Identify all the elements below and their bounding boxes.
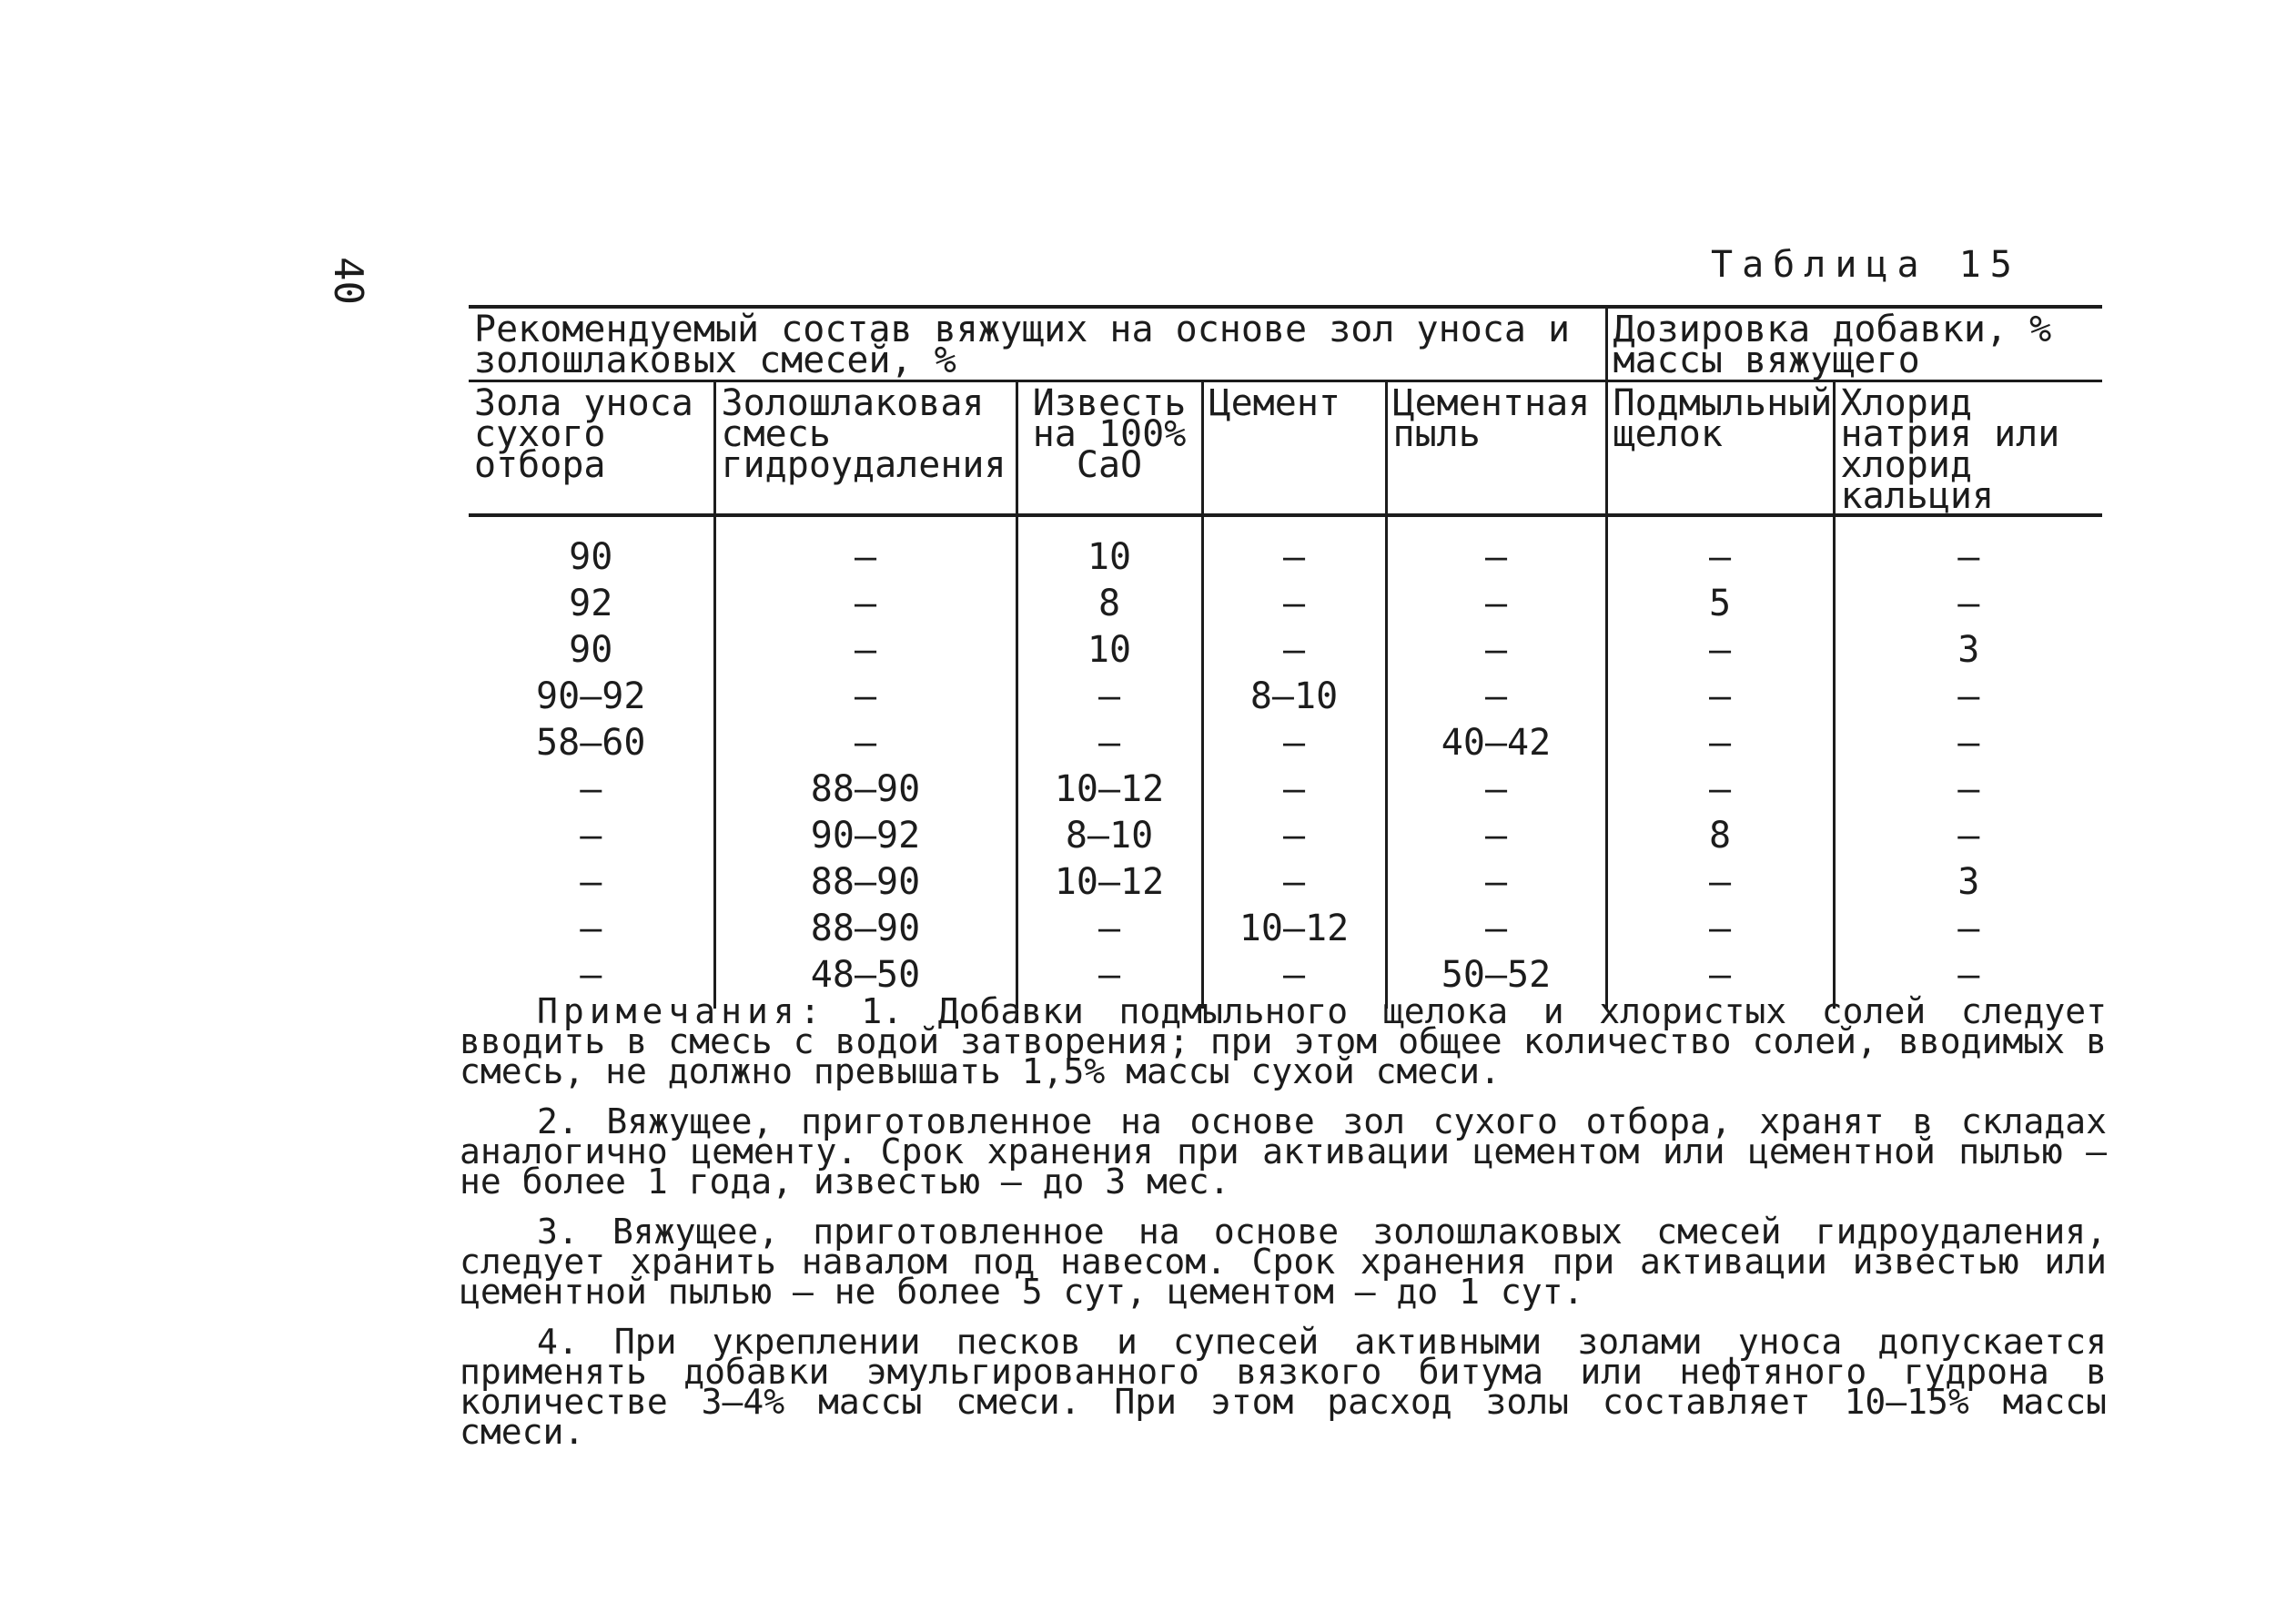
- col-header-chloride: Хлорид натрия или хлорид кальция: [1834, 381, 2102, 516]
- cell-ash-slag-mix: –: [714, 673, 1017, 719]
- cell-lime: 10: [1017, 626, 1202, 673]
- cell-fly-ash: 58–60: [536, 721, 646, 764]
- cell-cement-dust: –: [1386, 673, 1606, 719]
- cell-cement-dust: –: [1386, 766, 1606, 812]
- cell-cement: –: [1202, 858, 1386, 905]
- table-row: [469, 626, 2102, 673]
- cell-ash-slag-mix: 88–90: [714, 905, 1017, 951]
- cell-fly-ash: –: [580, 953, 602, 996]
- cell-cement-dust: 50–52: [1386, 951, 1606, 1009]
- col-header-ash-slag-mix: Золошлаковая смесь гидроудаления: [714, 381, 1017, 516]
- page-number: 40: [325, 257, 371, 305]
- cell-ash-slag-mix: –: [714, 626, 1017, 673]
- cell-cement-dust: –: [1386, 812, 1606, 858]
- cell-cement-dust: –: [1386, 580, 1606, 626]
- cell-chloride: –: [1834, 905, 2102, 951]
- cell-cement-dust: –: [1386, 626, 1606, 673]
- cell-cement: –: [1202, 626, 1386, 673]
- cell-chloride: –: [1834, 515, 2102, 580]
- cell-soap-lye: –: [1606, 905, 1834, 951]
- note-1: [460, 991, 2107, 1091]
- cell-fly-ash: 90: [569, 535, 613, 578]
- cell-soap-lye: 5: [1606, 580, 1834, 626]
- cell-cement-dust: –: [1386, 905, 1606, 951]
- table-row: [469, 858, 2102, 905]
- cell-lime: 10–12: [1017, 858, 1202, 905]
- cell-chloride: –: [1834, 673, 2102, 719]
- cell-ash-slag-mix: 48–50: [714, 951, 1017, 1009]
- cell-cement-dust: 40–42: [1386, 719, 1606, 766]
- cell-fly-ash: 92: [569, 582, 613, 624]
- cell-chloride: –: [1834, 766, 2102, 812]
- cell-cement: –: [1202, 719, 1386, 766]
- cell-chloride: –: [1834, 580, 2102, 626]
- cell-chloride: –: [1834, 812, 2102, 858]
- cell-lime: –: [1017, 951, 1202, 1009]
- cell-cement: –: [1202, 515, 1386, 580]
- cell-cement: 10–12: [1202, 905, 1386, 951]
- table-row: [469, 812, 2102, 858]
- cell-chloride: 3: [1834, 858, 2102, 905]
- cell-lime: –: [1017, 673, 1202, 719]
- header-dosage: Дозировка добавки, % массы вяжущего: [1606, 307, 2102, 381]
- cell-ash-slag-mix: 88–90: [714, 766, 1017, 812]
- cell-soap-lye: –: [1606, 515, 1834, 580]
- table-row: [469, 905, 2102, 951]
- cell-fly-ash: –: [580, 860, 602, 903]
- cell-soap-lye: –: [1606, 626, 1834, 673]
- cell-cement: –: [1202, 812, 1386, 858]
- notes-section: [460, 991, 2107, 1467]
- cell-cement-dust: –: [1386, 515, 1606, 580]
- table-row: [469, 719, 2102, 766]
- table-row: [469, 766, 2102, 812]
- cell-lime: 10–12: [1017, 766, 1202, 812]
- cell-cement: –: [1202, 580, 1386, 626]
- cell-cement: –: [1202, 766, 1386, 812]
- note-text: 1. Добавки подмыльного щелока и хлористых солей следует вводить в смесь с водой затворения; при этом общее количество солей, вводимых в смесь, не должно превышать 1,5% массы сухой смеси.: [460, 991, 2107, 1091]
- cell-chloride: –: [1834, 719, 2102, 766]
- cell-soap-lye: –: [1606, 719, 1834, 766]
- notes-lead: Примечания:: [537, 991, 826, 1031]
- cell-soap-lye: –: [1606, 858, 1834, 905]
- cell-chloride: –: [1834, 951, 2102, 1009]
- binder-composition-table: [469, 305, 2102, 1009]
- cell-ash-slag-mix: –: [714, 719, 1017, 766]
- cell-soap-lye: –: [1606, 673, 1834, 719]
- table-row: [469, 515, 2102, 580]
- cell-lime: –: [1017, 719, 1202, 766]
- cell-soap-lye: 8: [1606, 812, 1834, 858]
- cell-fly-ash: –: [580, 907, 602, 949]
- cell-ash-slag-mix: –: [714, 580, 1017, 626]
- col-header-cement: Цемент: [1202, 381, 1386, 516]
- cell-lime: –: [1017, 905, 1202, 951]
- cell-soap-lye: –: [1606, 951, 1834, 1009]
- note-4: 4. При укреплении песков и супесей активными золами уноса допускается применять добавки эмульгированного вязкого битума или нефтяного гудрона в количестве 3–4% массы смеси. При этом расход золы составляет 10–15% массы смеси.: [460, 1322, 2107, 1452]
- cell-fly-ash: –: [580, 767, 602, 810]
- col-header-cement-dust: Цементная пыль: [1386, 381, 1606, 516]
- cell-fly-ash: 90: [569, 628, 613, 671]
- cell-ash-slag-mix: –: [714, 515, 1017, 580]
- header-composition: Рекомендуемый состав вяжущих на основе зол уноса и золошлаковых смесей, %: [469, 307, 1606, 381]
- col-header-soap-lye: Подмыльный щелок: [1606, 381, 1834, 516]
- col-header-fly-ash: Зола уноса сухого отбора: [469, 381, 714, 516]
- cell-chloride: 3: [1834, 626, 2102, 673]
- cell-lime: 8: [1017, 580, 1202, 626]
- cell-cement: –: [1202, 951, 1386, 1009]
- table-row: [469, 580, 2102, 626]
- cell-cement: 8–10: [1202, 673, 1386, 719]
- cell-ash-slag-mix: 88–90: [714, 858, 1017, 905]
- cell-ash-slag-mix: 90–92: [714, 812, 1017, 858]
- note-2: 2. Вяжущее, приготовленное на основе зол сухого отбора, хранят в складах аналогично цементу. Срок хранения при активации цементом или цементной пылью – не более 1 года, известью – до 3 мес.: [460, 1101, 2107, 1202]
- cell-lime: 10: [1017, 515, 1202, 580]
- table-row: [469, 673, 2102, 719]
- cell-soap-lye: –: [1606, 766, 1834, 812]
- cell-cement-dust: –: [1386, 858, 1606, 905]
- table-caption: Таблица 15: [1711, 244, 2021, 286]
- col-header-lime: Известь на 100% СаО: [1017, 381, 1202, 516]
- cell-fly-ash: –: [580, 814, 602, 857]
- cell-fly-ash: 90–92: [536, 675, 646, 717]
- cell-lime: 8–10: [1017, 812, 1202, 858]
- note-3: 3. Вяжущее, приготовленное на основе золошлаковых смесей гидроудаления, следует хранить навалом под навесом. Срок хранения при активации известью или цементной пылью – не более 5 сут, цементом – до 1 сут.: [460, 1212, 2107, 1312]
